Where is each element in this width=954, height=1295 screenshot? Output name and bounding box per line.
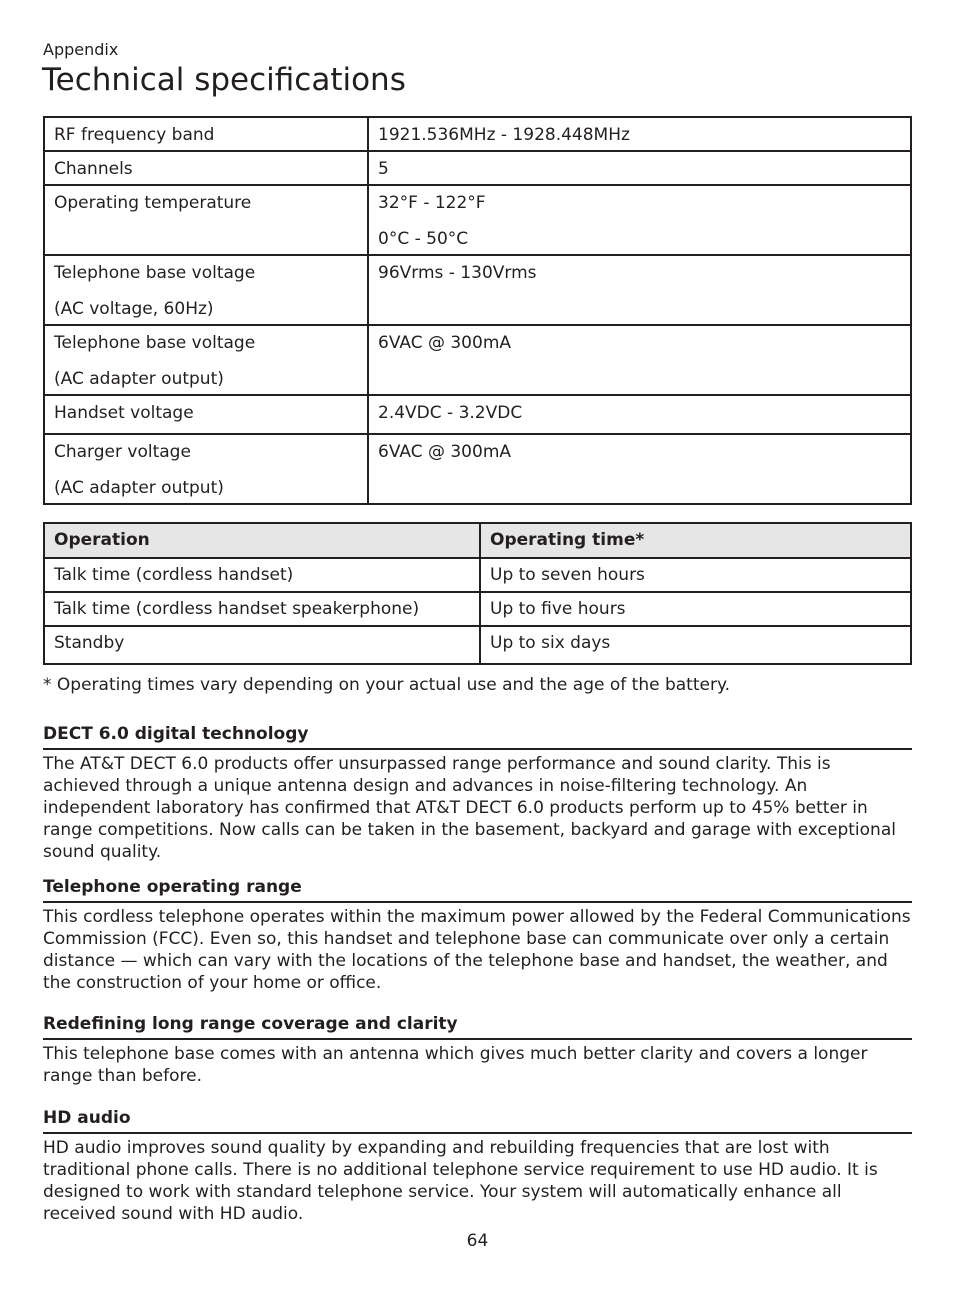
page-number: 64 bbox=[466, 1231, 489, 1251]
section-dect bbox=[43, 723, 912, 863]
table-row bbox=[44, 117, 911, 151]
spec-label-cell bbox=[44, 151, 368, 185]
spec-label: RF frequency band bbox=[54, 125, 215, 145]
section-heading: Telephone operating range bbox=[43, 876, 912, 903]
spec-label: Charger voltage bbox=[54, 442, 191, 462]
spec-value-cell bbox=[368, 325, 911, 395]
table-row bbox=[44, 151, 911, 185]
spec-value-cell bbox=[368, 395, 911, 434]
spec-label: (AC adapter output) bbox=[54, 478, 224, 498]
specifications-table bbox=[43, 116, 912, 505]
spec-value: 0°C - 50°C bbox=[378, 229, 469, 249]
spec-label: (AC voltage, 60Hz) bbox=[54, 299, 214, 319]
spec-value-cell bbox=[368, 151, 911, 185]
table-row bbox=[44, 185, 911, 255]
table-row bbox=[44, 325, 911, 395]
spec-value-cell bbox=[368, 434, 911, 504]
operating-time-cell: Up to five hours bbox=[480, 592, 911, 626]
operating-time-table bbox=[43, 522, 912, 665]
spec-label: Telephone base voltage bbox=[54, 263, 256, 283]
spec-label-cell bbox=[44, 395, 368, 434]
spec-label-cell bbox=[44, 325, 368, 395]
spec-label-cell bbox=[44, 255, 368, 325]
section-hd-audio bbox=[43, 1107, 912, 1225]
spec-label: Channels bbox=[54, 159, 133, 179]
section-body: This telephone base comes with an antenna which gives much better clarity and covers a longer range than before. bbox=[43, 1044, 868, 1086]
section-heading: Redefining long range coverage and clarity bbox=[43, 1013, 912, 1040]
header-operation: Operation bbox=[44, 523, 480, 558]
spec-label-cell bbox=[44, 185, 368, 255]
section-heading: DECT 6.0 digital technology bbox=[43, 723, 912, 750]
spec-value: 32°F - 122°F bbox=[378, 193, 486, 213]
spec-label: Handset voltage bbox=[54, 403, 194, 423]
spec-value-cell bbox=[368, 117, 911, 151]
header-operating-time: Operating time* bbox=[480, 523, 911, 558]
spec-label: Telephone base voltage bbox=[54, 333, 256, 353]
table-row bbox=[44, 626, 911, 664]
section-body: The AT&T DECT 6.0 products offer unsurpassed range performance and sound clarity. This is achieved through a unique antenna design and advances in noise-filtering technology. An independent laboratory has confirmed that AT&T DECT 6.0 products perform up to 45% better in range competitions. Now calls can be taken in the basement, backyard and garage with exceptional sound quality. bbox=[43, 754, 896, 862]
page-title: Technical specifications bbox=[42, 62, 406, 98]
operation-cell: Talk time (cordless handset) bbox=[44, 558, 480, 592]
section-operating-range bbox=[43, 876, 912, 994]
operation-cell: Talk time (cordless handset speakerphone) bbox=[44, 592, 480, 626]
operating-time-cell: Up to seven hours bbox=[480, 558, 911, 592]
section-long-range bbox=[43, 1013, 912, 1087]
table-row bbox=[44, 558, 911, 592]
table-row bbox=[44, 434, 911, 504]
section-body: HD audio improves sound quality by expanding and rebuilding frequencies that are lost with traditional phone calls. There is no additional telephone service requirement to use HD audio. It is designed to work with standard telephone service. Your system will automatically enhance all received sound with HD audio. bbox=[43, 1138, 878, 1224]
page bbox=[42, 40, 912, 1251]
spec-label: Operating temperature bbox=[54, 193, 252, 213]
spec-value-cell bbox=[368, 255, 911, 325]
section-body: This cordless telephone operates within the maximum power allowed by the Federal Communications Commission (FCC). Even so, this handset and telephone base can communicate over only a certain distance — which can vary with the locations of the telephone base and handset, the weather, and the construction of your home or office. bbox=[43, 907, 911, 993]
spec-label-cell bbox=[44, 117, 368, 151]
spec-value: 5 bbox=[378, 159, 389, 179]
section-heading: HD audio bbox=[43, 1107, 912, 1134]
table-header-row bbox=[44, 523, 911, 558]
spec-value: 1921.536MHz - 1928.448MHz bbox=[378, 125, 630, 145]
footnote: * Operating times vary depending on your actual use and the age of the battery. bbox=[43, 675, 730, 695]
section-label: Appendix bbox=[43, 40, 119, 59]
spec-value: 6VAC @ 300mA bbox=[378, 442, 512, 462]
operation-cell: Standby bbox=[44, 626, 480, 664]
spec-value-cell bbox=[368, 185, 911, 255]
spec-label-cell bbox=[44, 434, 368, 504]
operating-time-cell: Up to six days bbox=[480, 626, 911, 664]
spec-value: 6VAC @ 300mA bbox=[378, 333, 512, 353]
table-row bbox=[44, 395, 911, 434]
spec-value: 96Vrms - 130Vrms bbox=[378, 263, 537, 283]
table-row bbox=[44, 255, 911, 325]
spec-label: (AC adapter output) bbox=[54, 369, 224, 389]
spec-value: 2.4VDC - 3.2VDC bbox=[378, 403, 523, 423]
table-row bbox=[44, 592, 911, 626]
